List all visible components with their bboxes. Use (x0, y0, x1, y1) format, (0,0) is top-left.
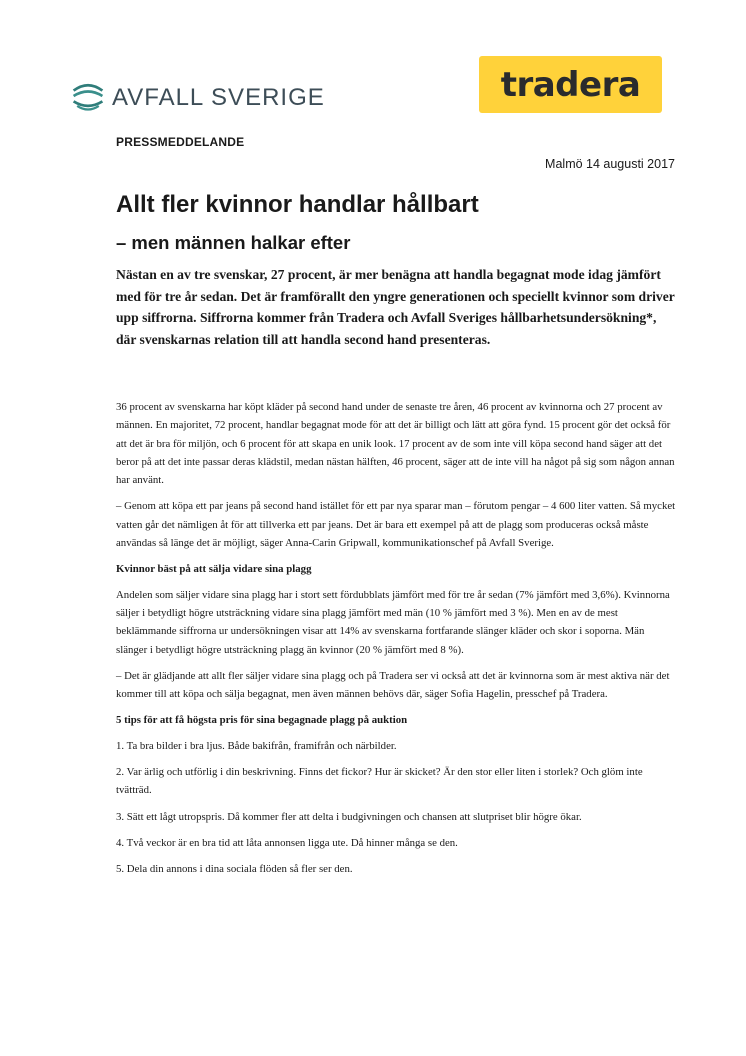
tradera-wordmark: tradera (500, 64, 641, 105)
body-paragraph-2: – Genom att köpa ett par jeans på second hand istället för ett par nya sparar man – förutom pengar – 4 600 liter vatten. Så mycket vatten går det nämligen åt för att tillverka ett par jeans. Det är bara ett exempel på att de plagg som produceras också måste användas så länge det är möjligt, säger Anna-Carin Gripwall, kommunikationschef på Avfall Sverige. (116, 500, 676, 550)
tip-item: 2. Var ärlig och utförlig i din beskrivning. Finns det fickor? Hur är skicket? Är den stor eller liten i storlek? Och glöm inte tvätträd. (116, 766, 643, 797)
avfall-sverige-logo (70, 78, 325, 114)
body-text (116, 398, 676, 887)
lead-paragraph: Nästan en av tre svenskar, 27 procent, är mer benägna att handla begagnat mode idag jämfört med för tre år sedan. Det är framförallt den yngre generationen och speciellt kvinnor som driver upp siffrorna. Siffrorna kommer från Tradera och Avfall Sveriges hållbarhetsundersökning*, där svenskarnas relation till att handla second hand presenteras. (116, 267, 675, 347)
subheadline: – men männen halkar efter (116, 232, 351, 253)
body-paragraph-3: Andelen som säljer vidare sina plagg har i stort sett fördubblats jämfört med för tre år sedan (7% jämfört med 3,6%). Kvinnorna säljer i betydligt högre utsträckning vidare sina plagg jämfört med män (10 % jämfört med 3 %). Men en av de mest beklämmande siffrorna ur undersökningen visar att 14% av svenskarna fortfarande slänger kläder och skor i soporna. Män slänger i betydligt högre utsträckning plagg än kvinnor (20 % jämfört med 8 %). (116, 588, 670, 656)
body-paragraph-1: 36 procent av svenskarna har köpt kläder på second hand under de senaste tre åren, 46 procent av kvinnorna och 27 procent av männen. En majoritet, 72 procent, handlar begagnat mode för att det är billigt och lätt att göra fynd. 15 procent gör det också för att det är bra för miljön, och 6 procent för att skapa en unik look. 17 procent av de som inte vill köpa second hand säger att det beror på att det inte passar deras klädstil, medan nästan hälften, 46 procent, säger att de inte vill ha något på sig som någon annan har använt. (116, 401, 675, 487)
section-heading-1: Kvinnor bäst på att sälja vidare sina plagg (116, 563, 312, 576)
body-paragraph-4: – Det är glädjande att allt fler säljer vidare sina plagg och på Tradera ser vi också att det är kvinnorna som är mest aktiva när det kommer till att köpa och sälja begagnat, men även männen behövs där, säger Sofia Hagelin, presschef på Tradera. (116, 669, 670, 701)
headline: Allt fler kvinnor handlar hållbart (116, 191, 479, 218)
avfall-sverige-wordmark: AVFALL SVERIGE (112, 84, 325, 111)
tip-item: 3. Sätt ett lågt utropspris. Då kommer fler att delta i budgivningen och chansen att slutpriset blir högre ökar. (116, 810, 582, 823)
tip-item: 5. Dela din annons i dina sociala flöden så fler ser den. (116, 863, 353, 876)
dateline: Malmö 14 augusti 2017 (545, 157, 675, 171)
tradera-logo (479, 56, 662, 113)
press-release-kicker: PRESSMEDDELANDE (116, 135, 245, 149)
tip-item: 4. Två veckor är en bra tid att låta annonsen ligga ute. Då hinner många se den. (116, 836, 458, 849)
section-heading-2: 5 tips för att få högsta pris för sina begagnade plagg på auktion (116, 714, 408, 727)
tip-item: 1. Ta bra bilder i bra ljus. Både bakifrån, framifrån och närbilder. (116, 739, 397, 752)
avfall-sverige-mark-icon (70, 78, 106, 114)
